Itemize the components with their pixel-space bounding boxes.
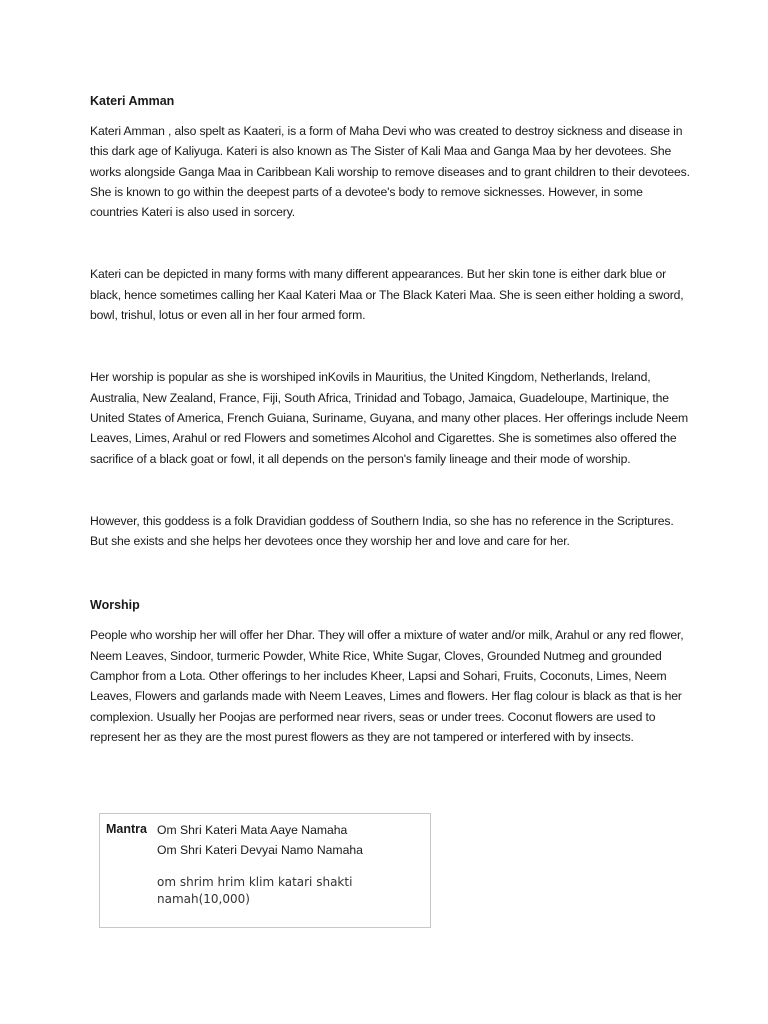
depiction-paragraph: Kateri can be depicted in many forms with many different appearances. But her skin tone is either dark blue or black, hence sometimes calling her Kaal Kateri Maa or The Black Kateri Maa. She is seen either holding a sword, bowl, trishul, lotus or even all in her four armed form.: [90, 267, 684, 323]
document-body: [90, 91, 690, 759]
worship-paragraph: People who worship her will offer her Dhar. They will offer a mixture of water and/or milk, Arahul or any red flower, Neem Leaves, Sindoor, turmeric Powder, White Rice, White Sugar, Cloves, Grounded Nutmeg and grounded Camphor from a Lota. Other offerings to her includes Kheer, Lapsi and Sohari, Fruits, Coconuts, Limes, Neem Leaves, Flowers and garlands made with Neem Leaves, Limes and flowers. Her flag colour is black as that is her complexion. Usually her Poojas are performed near rivers, seas or under trees. Coconut flowers are used to represent her as they are the most purest flowers as they are not tampered or interfered with by insects.: [90, 628, 684, 744]
worship-locations-paragraph: Her worship is popular as she is worshiped inKovils in Mauritius, the United Kingdom, Netherlands, Ireland, Australia, New Zealand, France, Fiji, South Africa, Trinidad and Tobago, Jamaica, Guadeloupe, Martinique, the United States of America, French Guiana, Suriname, Guyana, and many other places. Her offerings include Neem Leaves, Limes, Arahul or red Flowers and sometimes Alcohol and Cigarettes. She is sometimes also offered the sacrifice of a black goat or fowl, it all depends on the person's family lineage and their mode of worship.: [90, 370, 689, 466]
mantra-transliteration: om shrim hrim klim katari shakti namah(10,000): [157, 875, 353, 906]
mantra-box: [99, 813, 431, 928]
mantra-label: Mantra: [106, 822, 147, 836]
section-title-kateri-amman: Kateri Amman: [90, 94, 175, 108]
section-title-worship: Worship: [90, 598, 140, 613]
origin-paragraph: However, this goddess is a folk Dravidian goddess of Southern India, so she has no reference in the Scriptures. But she exists and she helps her devotees once they worship her and love and care for her.: [90, 513, 674, 549]
mantra-line-2: Om Shri Kateri Devyai Namo Namaha: [157, 843, 363, 857]
mantra-line-1: Om Shri Kateri Mata Aaye Namaha: [157, 823, 348, 837]
intro-paragraph: Kateri Amman , also spelt as Kaateri, is a form of Maha Devi who was created to destroy sickness and disease in this dark age of Kaliyuga. Kateri is also known as The Sister of Kali Maa and Ganga Maa by her devotees. She works alongside Ganga Maa in Caribbean Kali worship to remove diseases and to grant children to their devotees. She is known to go within the deepest parts of a devotee's body to remove sicknesses. However, in some countries Kateri is also used in sorcery.: [90, 124, 690, 220]
